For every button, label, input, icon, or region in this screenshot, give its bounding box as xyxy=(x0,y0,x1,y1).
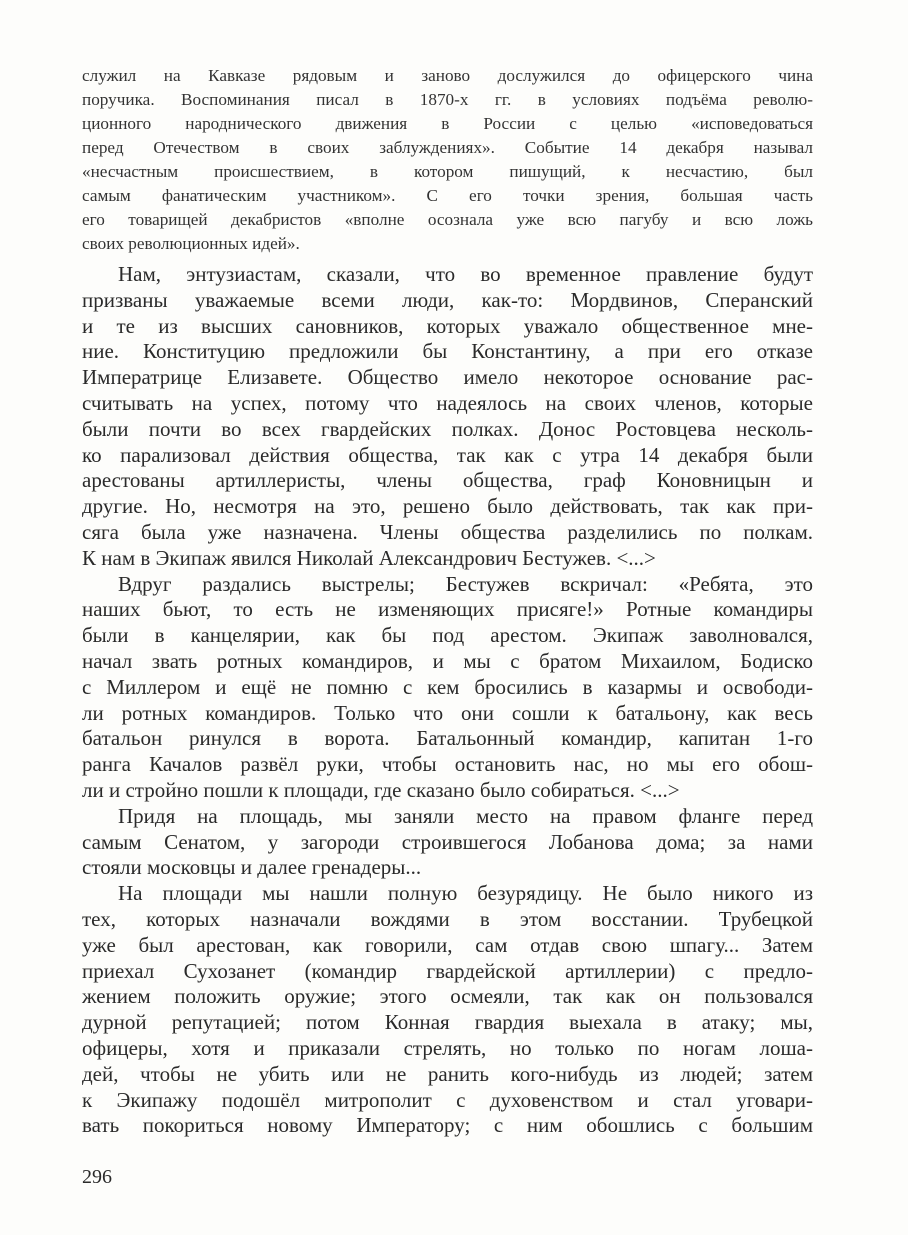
main-text xyxy=(82,262,813,1139)
text-line: к Экипажу подошёл митрополит с духовенством и стал уговари- xyxy=(82,1087,813,1112)
text-line: К нам в Экипаж явился Николай Александрович Бестужев. <...> xyxy=(82,545,656,570)
footnote-line: перед Отечеством в своих заблуждениях». Событие 14 декабря называл xyxy=(82,138,813,157)
text-line: наших бьют, то есть не изменяющих присяге!» Ротные командиры xyxy=(82,597,813,622)
text-line: Придя на площадь, мы заняли место на правом фланге перед xyxy=(118,803,813,828)
text-line: стояли московцы и далее гренадеры... xyxy=(82,855,422,880)
text-line: вать покориться новому Императору; с ним обошлись с большим xyxy=(82,1113,813,1138)
text-line: призваны уважаемые всеми люди, как-то: Мордвинов, Сперанский xyxy=(82,287,813,312)
footnote-line: ционного народнического движения в России с целью «исповедоваться xyxy=(82,114,813,133)
footnote-line: его товарищей декабристов «вполне осознала уже всю пагубу и всю ложь xyxy=(82,210,813,229)
text-line: приехал Сухозанет (командир гвардейской артиллерии) с предло- xyxy=(82,958,813,983)
text-line: ко парализовал действия общества, так как с утра 14 декабря были xyxy=(82,442,813,467)
text-line: арестованы артиллеристы, члены общества, граф Коновницын и xyxy=(82,468,813,493)
footnote-line: служил на Кавказе рядовым и заново дослужился до офицерского чина xyxy=(82,66,813,85)
text-line: ние. Конституцию предложили бы Константину, а при его отказе xyxy=(82,339,813,364)
paragraph xyxy=(82,572,813,804)
footnote-line: своих революционных идей». xyxy=(82,234,300,253)
text-line: Нам, энтузиастам, сказали, что во временное правление будут xyxy=(118,262,813,286)
text-line: сяга была уже назначена. Члены общества разделились по полкам. xyxy=(82,519,813,544)
text-line: батальон ринулся в ворота. Батальонный командир, капитан 1-го xyxy=(82,726,813,751)
paragraph xyxy=(82,804,813,881)
text-line: На площади мы нашли полную безурядицу. Не было никого из xyxy=(118,881,813,906)
text-line: были в канцелярии, как бы под арестом. Экипаж заволновался, xyxy=(82,623,813,648)
text-line: ли ротных командиров. Только что они сошли к батальону, как весь xyxy=(82,700,813,725)
text-line: офицеры, хотя и приказали стрелять, но только по ногам лоша- xyxy=(82,1035,813,1060)
text-line: и те из высших сановников, которых уважало общественное мне- xyxy=(82,313,813,338)
page-number: 296 xyxy=(82,1166,112,1188)
text-line: начал звать ротных командиров, и мы с братом Михаилом, Бодиско xyxy=(82,648,813,673)
text-line: уже был арестован, как говорили, сам отдав свою шпагу... Затем xyxy=(82,932,813,957)
text-line: Вдруг раздались выстрелы; Бестужев вскричал: «Ребята, это xyxy=(118,571,813,596)
text-line: ли и стройно пошли к площади, где сказано было собираться. <...> xyxy=(82,777,680,802)
text-line: дурной репутацией; потом Конная гвардия выехала в атаку; мы, xyxy=(82,1010,813,1035)
text-line: жением положить оружие; этого осмеяли, так как он пользовался xyxy=(82,984,813,1009)
text-line: с Миллером и ещё не помню с кем бросились в казармы и освободи- xyxy=(82,674,813,699)
paragraph xyxy=(82,262,813,572)
paragraph xyxy=(82,881,813,1139)
text-line: были почти во всех гвардейских полках. Донос Ростовцева несколь- xyxy=(82,416,813,441)
text-line: дей, чтобы не убить или не ранить кого-нибудь из людей; затем xyxy=(82,1061,813,1086)
footnote-line: поручика. Воспоминания писал в 1870-х гг. в условиях подъёма револю- xyxy=(82,90,813,109)
footnote-text xyxy=(82,64,813,256)
text-line: считывать на успех, потому что надеялось на своих членов, которые xyxy=(82,390,813,415)
footnote-line: самым фанатическим участником». С его точки зрения, большая часть xyxy=(82,186,813,205)
text-line: ранга Качалов развёл руки, чтобы остановить нас, но мы его обош- xyxy=(82,752,813,777)
text-line: тех, которых назначали вождями в этом восстании. Трубецкой xyxy=(82,906,813,931)
text-line: Императрице Елизавете. Общество имело некоторое основание рас- xyxy=(82,365,813,390)
text-line: самым Сенатом, у загороди строившегося Лобанова дома; за нами xyxy=(82,829,813,854)
text-line: другие. Но, несмотря на это, решено было действовать, так как при- xyxy=(82,494,813,519)
footnote-line: «несчастным происшествием, в котором пишущий, к несчастию, был xyxy=(82,162,813,181)
